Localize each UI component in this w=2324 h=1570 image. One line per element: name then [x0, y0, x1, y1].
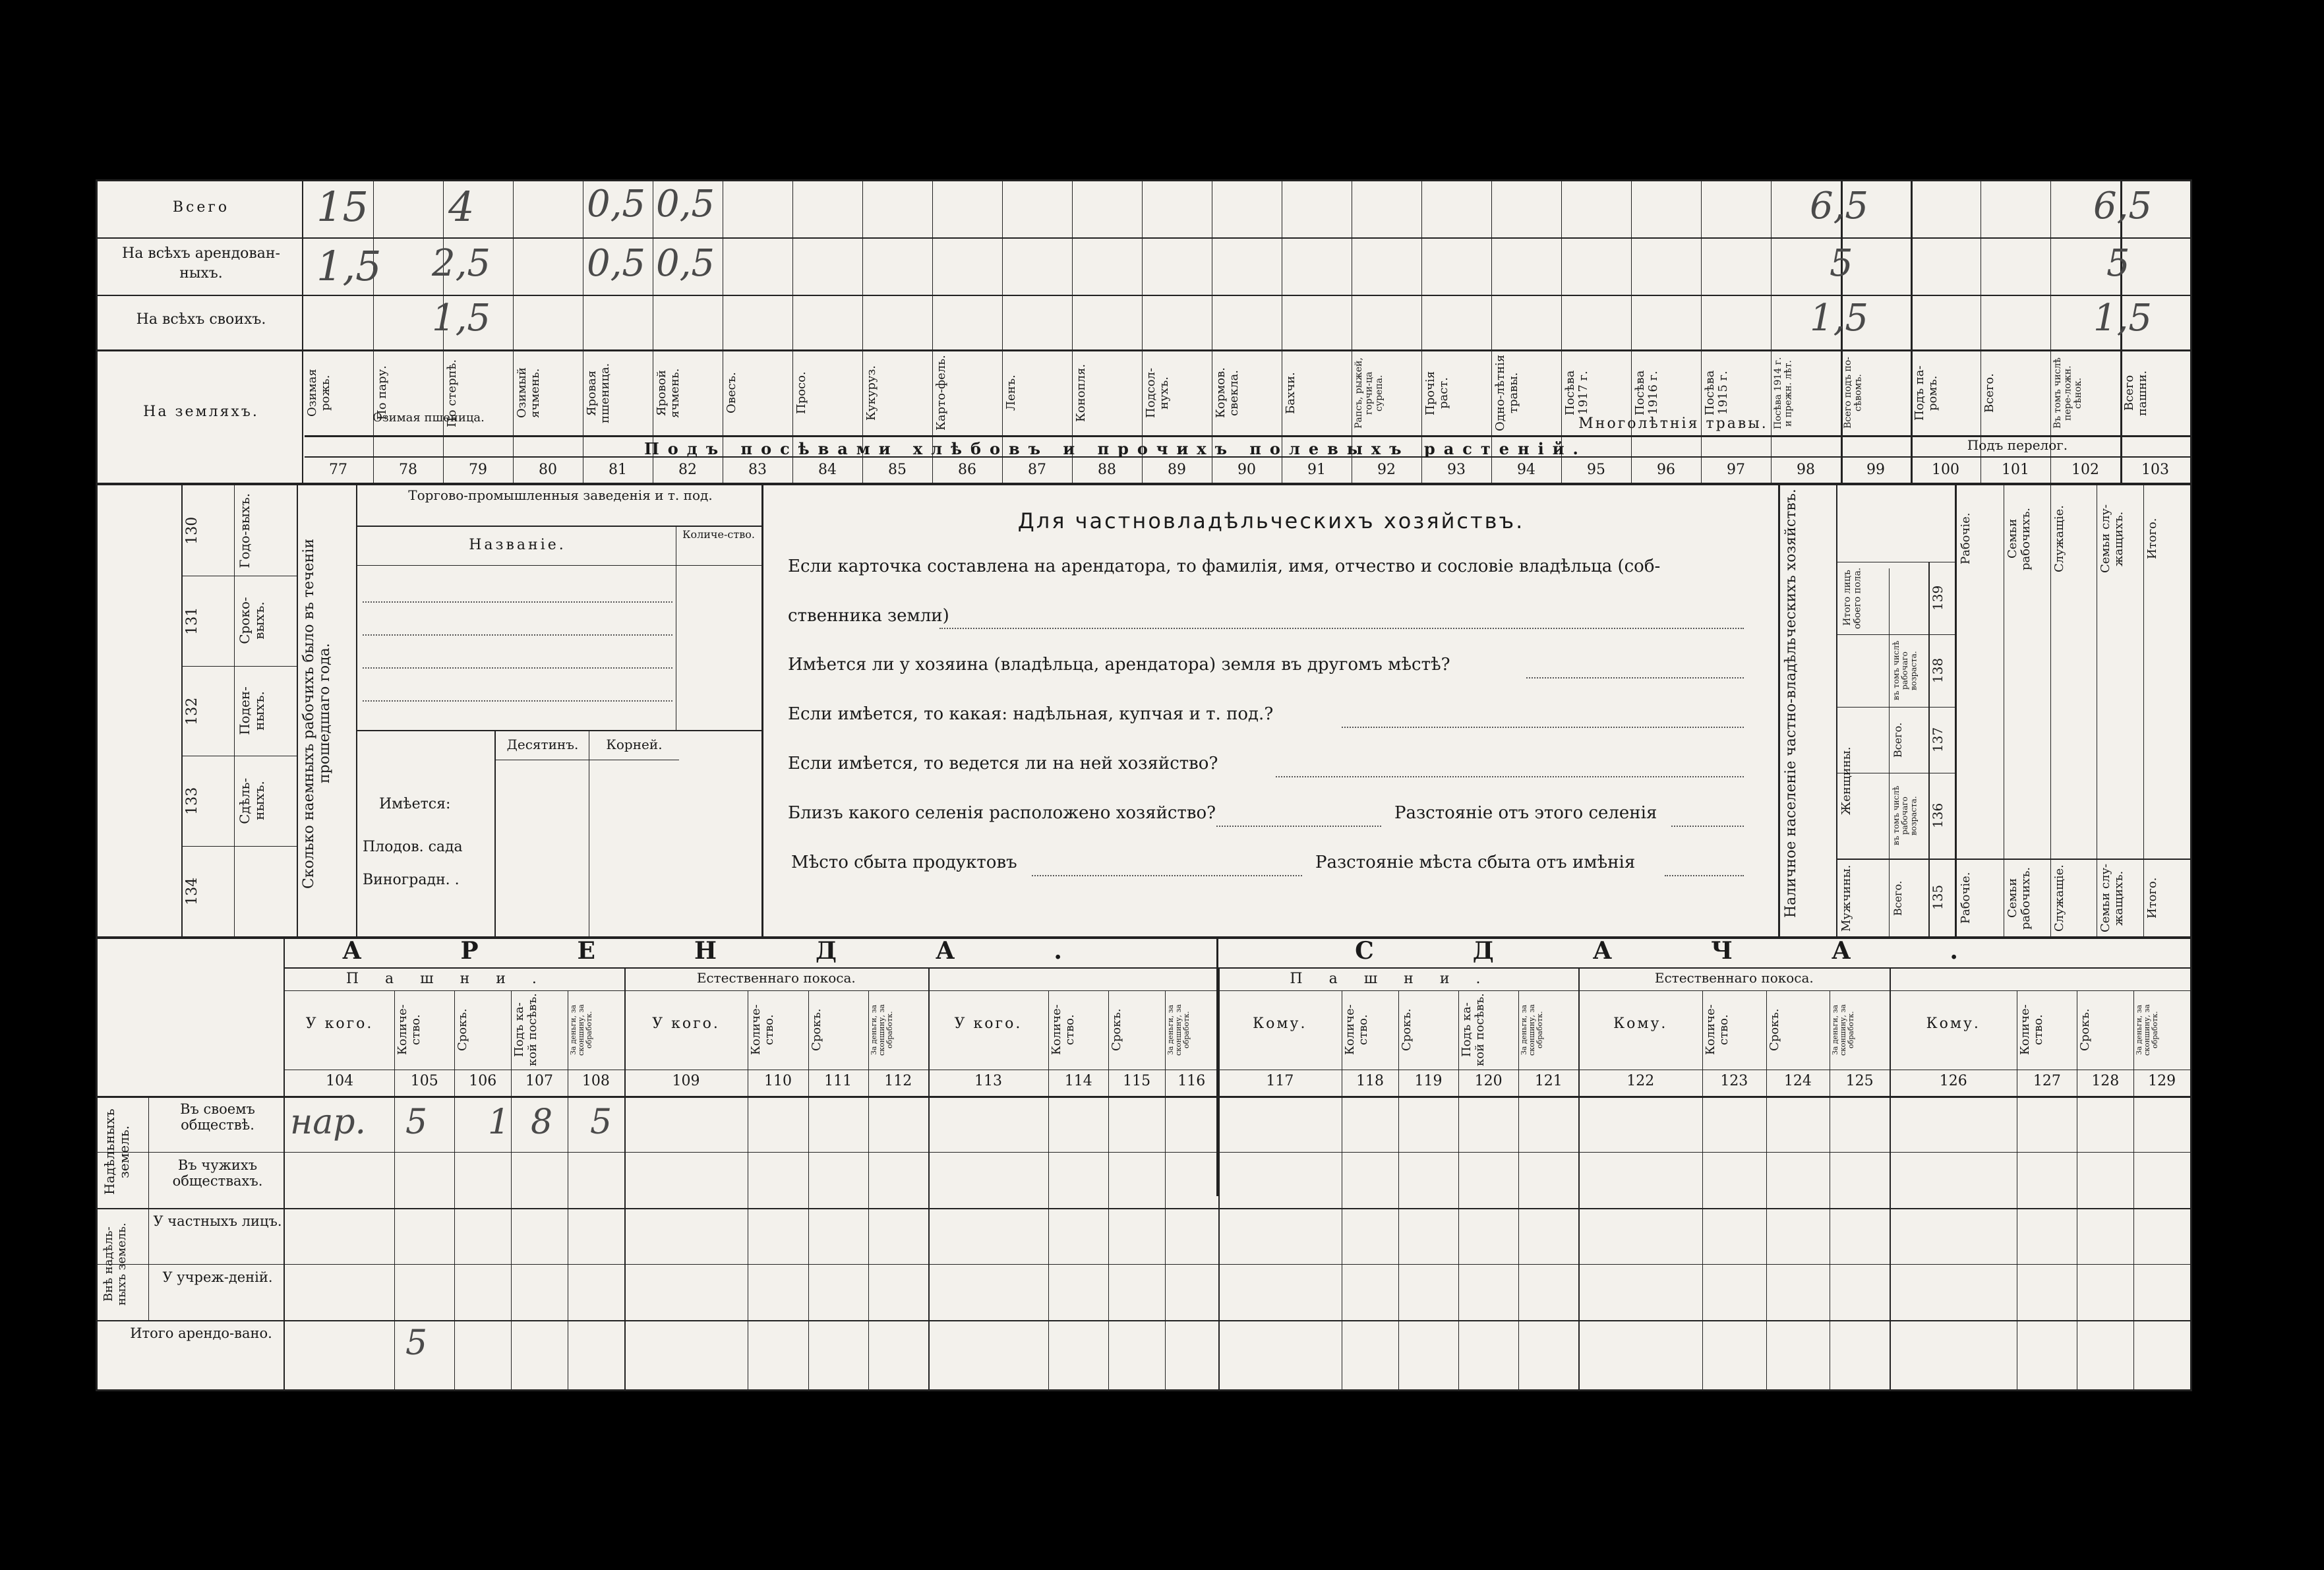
column-number-80: 80	[539, 462, 557, 478]
column-header-87: Ленъ.	[1004, 375, 1018, 411]
column-number-84: 84	[818, 462, 837, 478]
vinograd-label: Виноградн. .	[363, 872, 460, 888]
column-header-97: Посѣва 1915 г.	[1703, 370, 1730, 416]
lease-col-rule	[1518, 990, 1519, 1391]
column-header-93: Прочія раст.	[1423, 371, 1450, 415]
column-header-89: Подсол-нухъ.	[1144, 367, 1171, 419]
lease-number-126: 126	[1939, 1073, 1967, 1089]
ozimaya-pshenitsa-label: Озимая пшеница.	[372, 411, 485, 425]
staff-top-4: Итого.	[2145, 518, 2160, 560]
column-header-85: Кукуруз.	[864, 365, 878, 421]
lease-header-p-16: Подъ ка-кой посѣвъ.	[1460, 993, 1487, 1067]
column-header-88: Конопля.	[1074, 363, 1088, 423]
staff-top-0: Рабочіе.	[1959, 512, 1973, 565]
column-header-100: Подъ па-ромъ.	[1913, 365, 1940, 421]
sdacha-pokos-title: Естественнаго покоса.	[1654, 970, 1814, 986]
desyatin-header: Десятинъ.	[506, 737, 579, 752]
column-number-88: 88	[1098, 462, 1116, 478]
lease-header-z-25: За деньги, за сконшину, за обработк.	[2135, 1004, 2160, 1056]
hand-vsego-82: 0,5	[656, 183, 715, 226]
staff-hrule	[1957, 859, 2190, 860]
hand-svoi-99: 1,5	[1810, 297, 1869, 340]
mnogoletnie-label: Многолѣтнія травы.	[1578, 415, 1768, 432]
staff-col-rule	[2050, 485, 2051, 936]
hand-arend-103: 5	[2106, 242, 2130, 285]
lease-col-rule	[1458, 990, 1459, 1391]
column-number-102: 102	[2071, 462, 2099, 478]
lease-header-z-4: За деньги, за сконшину, за обработк.	[568, 1004, 594, 1056]
lease-header-q-1: Количе-ство.	[396, 1004, 423, 1056]
hand-arend-79: 2,5	[432, 242, 491, 285]
column-number-77: 77	[329, 462, 347, 478]
pop-number-138: 138	[1930, 657, 1946, 684]
lease-header-z-17: За деньги, за сконшину, за обработк.	[1520, 1004, 1545, 1056]
lease-header-q-23: Количе-ство.	[2018, 1004, 2046, 1056]
sdacha-pashni-title: Пашни.	[1290, 971, 1507, 987]
lease-col-rule	[511, 990, 512, 1391]
hand-svoi-79: 1,5	[432, 297, 491, 340]
hired-number-134: 134	[184, 877, 200, 905]
column-number-86: 86	[958, 462, 976, 478]
band-title: Подъ посѣвами хлѣбовъ и прочихъ полевыхъ растеній.	[644, 439, 1587, 458]
itogo-arend-label: Итого арендо-вано.	[130, 1325, 272, 1341]
lease-number-107: 107	[525, 1073, 554, 1089]
lease-number-120: 120	[1474, 1073, 1503, 1089]
hand-arend-81: 0,5	[587, 242, 646, 285]
column-header-92: Рапсъ, рыжей, горчи-ца сурепа.	[1354, 357, 1385, 429]
column-header-95: Посѣва 1917 г.	[1563, 370, 1590, 416]
pop-number-137: 137	[1930, 727, 1946, 753]
question-6b: Разстояніе мѣста сбыта отъ имѣнія	[1315, 853, 1636, 872]
hand-row1-srok: 1	[488, 1102, 510, 1142]
staff-bottom-4: Итого.	[2145, 877, 2160, 919]
lease-header-who-5: У кого.	[652, 1015, 720, 1032]
lease-header-z-8: За деньги, за сконшину, за обработк.	[869, 1004, 894, 1056]
nadelnyh-label: Надѣльныхъ земель.	[102, 1108, 132, 1195]
column-header-81: Яровая пшеница.	[585, 363, 612, 423]
hand-vsego-99: 6,5	[1810, 185, 1869, 227]
lease-number-105: 105	[410, 1073, 438, 1089]
lease-number-117: 117	[1266, 1073, 1294, 1089]
column-header-90: Кормов. свекла.	[1214, 367, 1241, 419]
column-header-86: Карто-фель.	[934, 355, 948, 431]
column-header-98: Посѣва 1914 г. и прежн. лѣт.	[1773, 357, 1794, 429]
lease-header-s-2: Срокъ.	[456, 1008, 470, 1052]
private-title: Для частновладѣльческихъ хозяйствъ.	[1017, 508, 1525, 533]
lease-col-rule	[1766, 990, 1767, 1391]
hand-arend-77: 1,5	[316, 242, 382, 290]
column-number-95: 95	[1587, 462, 1605, 478]
lease-number-113: 113	[974, 1073, 1002, 1089]
hired-label-132: Поден-ныхъ.	[237, 686, 267, 735]
lease-header-q-19: Количе-ство.	[1704, 1004, 1731, 1056]
staff-top-1: Семьи рабочихъ.	[2005, 507, 2033, 570]
lease-number-115: 115	[1123, 1073, 1151, 1089]
staff-bottom-0: Рабочіе.	[1959, 872, 1973, 924]
lease-number-125: 125	[1845, 1073, 1874, 1089]
lease-number-124: 124	[1783, 1073, 1812, 1089]
column-header-99: Всего подъ по-сѣвомъ.	[1843, 357, 1864, 429]
lease-header-who-22: Кому.	[1926, 1015, 1981, 1032]
lease-header-s-11: Срокъ.	[1110, 1008, 1124, 1052]
hand-vsego-79: 4	[448, 183, 475, 231]
lease-header-q-14: Количе-ство.	[1343, 1004, 1370, 1056]
hand-vsego-103: 6,5	[2093, 185, 2153, 227]
column-header-78: По пару.	[375, 365, 389, 421]
lease-col-rule	[1165, 990, 1166, 1391]
hired-row-rule	[181, 666, 297, 667]
lease-number-111: 111	[824, 1073, 852, 1089]
name-header: Названіе.	[469, 537, 566, 553]
column-number-92: 92	[1377, 462, 1396, 478]
lease-number-123: 123	[1720, 1073, 1748, 1089]
women-working-label: въ томъ числѣ рабочаго возраста.	[1892, 640, 1919, 701]
row-label-na-zemlyah: На земляхъ.	[143, 404, 259, 420]
hand-row1-posev: 8	[531, 1102, 553, 1142]
question-1: Если карточка составлена на арендатора, то фамилія, имя, отчество и сословіе владѣльца (соб-	[788, 557, 1661, 576]
column-header-77: Озимая рожь.	[305, 369, 332, 417]
hand-row1-za: 5	[590, 1102, 612, 1142]
lease-header-z-12: За деньги, за сконшину, за обработк.	[1166, 1004, 1191, 1056]
column-number-103: 103	[2141, 462, 2169, 478]
muzhchiny-label: Мужчины.	[1839, 864, 1853, 932]
lease-header-who-9: У кого.	[954, 1015, 1023, 1032]
lease-number-106: 106	[469, 1073, 497, 1089]
u-uchrezhd-label: У учреж-деній.	[162, 1269, 273, 1285]
hired-label-130: Годо-выхъ.	[237, 493, 253, 568]
lease-number-122: 122	[1626, 1073, 1655, 1089]
v-svoem-label: Въ своемъ обществѣ.	[180, 1101, 255, 1133]
column-header-91: Бахчи.	[1284, 372, 1297, 414]
hand-svoi-103: 1,5	[2093, 297, 2153, 340]
column-header-84: Просо.	[794, 371, 808, 415]
question-5a: Близъ какого селенія расположено хозяйство?	[788, 803, 1216, 823]
column-number-101: 101	[2002, 462, 2029, 478]
lease-number-104: 104	[326, 1073, 354, 1089]
column-header-96: Посѣва 1916 г.	[1633, 370, 1660, 416]
column-number-90: 90	[1237, 462, 1256, 478]
arenda-pokos-title: Естественнаго покоса.	[696, 970, 856, 986]
column-number-91: 91	[1307, 462, 1326, 478]
hired-row-rule	[181, 846, 297, 847]
lease-number-110: 110	[763, 1073, 792, 1089]
column-number-87: 87	[1028, 462, 1046, 478]
hired-caption: Сколько наемныхъ рабочихъ было въ теченіи прошедшаго года.	[301, 538, 334, 889]
lease-col-rule	[1048, 990, 1049, 1391]
v-chuzhih-label: Въ чужихъ обществахъ.	[172, 1157, 263, 1190]
plodov-sada-label: Плодов. сада	[363, 839, 463, 855]
lease-header-s-15: Срокъ.	[1399, 1008, 1414, 1052]
lease-number-116: 116	[1177, 1073, 1206, 1089]
lease-col-rule	[1398, 990, 1399, 1391]
lease-number-129: 129	[2148, 1073, 2176, 1089]
column-number-89: 89	[1168, 462, 1186, 478]
imeetsya-label: Имѣется:	[379, 796, 451, 812]
lease-col-rule	[394, 990, 395, 1391]
column-number-98: 98	[1797, 462, 1815, 478]
hand-vsego-77: 15	[316, 183, 369, 231]
column-header-94: Одно-лѣтнія травы.	[1493, 354, 1520, 432]
hired-label-133: Сдѣль-ныхъ.	[237, 777, 267, 824]
column-number-82: 82	[678, 462, 697, 478]
lease-number-119: 119	[1414, 1073, 1443, 1089]
column-number-99: 99	[1866, 462, 1885, 478]
row-label-svoi: На всѣхъ своихъ.	[136, 311, 266, 328]
pod-perelog-label: Подъ перелог.	[1967, 437, 2068, 453]
hand-vsego-81: 0,5	[587, 183, 646, 226]
staff-top-3: Семьи слу-жащихъ.	[2099, 504, 2126, 574]
lease-number-128: 128	[2091, 1073, 2120, 1089]
column-number-85: 85	[888, 462, 907, 478]
staff-col-rule	[2143, 485, 2144, 936]
question-3: Если имѣется, то какая: надѣльная, купчая и т. под.?	[788, 704, 1274, 724]
question-4: Если имѣется, то ведется ли на ней хозяйство?	[788, 754, 1218, 773]
lease-header-who-13: Кому.	[1253, 1015, 1307, 1032]
lease-header-p-3: Подъ ка-кой посѣвъ.	[512, 993, 539, 1067]
lease-header-s-20: Срокъ.	[1767, 1008, 1781, 1052]
question-1b: ственника земли)	[788, 606, 949, 626]
column-number-94: 94	[1517, 462, 1535, 478]
lease-sub-rule	[285, 990, 2190, 991]
lease-header-q-6: Количе-ство.	[749, 1004, 777, 1056]
column-header-83: Овесъ.	[725, 372, 738, 414]
census-card-sheet	[96, 179, 2192, 1391]
lease-col-rule	[1702, 990, 1703, 1391]
hired-number-132: 132	[184, 697, 200, 725]
lease-col-rule	[808, 990, 809, 1391]
question-2: Имѣется ли у хозяина (владѣльца, арендатора) земля въ другомъ мѣстѣ?	[788, 655, 1450, 675]
column-header-80: Озимый ячмень.	[515, 367, 542, 419]
hired-number-133: 133	[184, 787, 200, 815]
vne-nadelnyh-label: Внѣ надѣль-ныхъ земель.	[102, 1223, 129, 1306]
column-header-101: Всего.	[1982, 373, 1996, 413]
staff-bottom-1: Семьи рабочихъ.	[2005, 866, 2033, 930]
column-number-83: 83	[748, 462, 767, 478]
nalichnoe-caption: Наличное населеніе частно-владѣльческихъ хозяйствъ.	[1783, 489, 1799, 918]
column-number-79: 79	[469, 462, 487, 478]
row-label-arend-1: На всѣхъ арендован-	[122, 245, 280, 262]
hired-label-131: Сроко-выхъ.	[237, 597, 267, 644]
column-header-103: Всего пашни.	[2122, 370, 2149, 416]
column-number-97: 97	[1727, 462, 1745, 478]
lease-header-s-7: Срокъ.	[809, 1008, 823, 1052]
lease-header-s-24: Срокъ.	[2078, 1008, 2093, 1052]
lease-header-who-18: Кому.	[1613, 1015, 1668, 1032]
column-header-82: Яровой ячмень.	[655, 368, 682, 418]
sdacha-title: СДАЧА.	[1355, 937, 2057, 965]
pop-number-136: 136	[1930, 802, 1946, 829]
column-header-102: Въ томъ числѣ пере-ложн. сѣнок.	[2052, 357, 2083, 429]
lease-number-112: 112	[884, 1073, 912, 1089]
lease-number-114: 114	[1064, 1073, 1092, 1089]
hired-number-131: 131	[184, 607, 200, 635]
hand-arend-82: 0,5	[656, 242, 715, 285]
hand-row1-u-kogo: нар.	[290, 1102, 367, 1142]
pop-number-135: 135	[1930, 884, 1946, 911]
hand-arend-99: 5	[1830, 242, 1853, 285]
arenda-pashni-title: Пашни.	[345, 971, 563, 987]
pop-number-139: 139	[1930, 585, 1946, 611]
staff-bottom-3: Семьи слу-жащихъ.	[2099, 863, 2126, 933]
row-label-vsego: Всего	[172, 199, 230, 216]
lease-header-who-0: У кого.	[305, 1015, 374, 1032]
lease-number-108: 108	[581, 1073, 610, 1089]
row-label-arend-2: ныхъ.	[179, 265, 223, 282]
staff-bottom-2: Служащіе.	[2052, 864, 2066, 932]
lease-col-rule	[868, 990, 869, 1391]
arenda-title: АРЕНДА.	[342, 937, 1161, 965]
korney-header: Корней.	[606, 737, 663, 752]
column-number-100: 100	[1932, 462, 1959, 478]
women-vsego-label: Всего.	[1892, 722, 1904, 758]
column-number-81: 81	[609, 462, 627, 478]
u-chastnyh-label: У частныхъ лицъ.	[153, 1213, 282, 1229]
lease-number-121: 121	[1534, 1073, 1563, 1089]
men-working-label: въ томъ числѣ рабочаго возраста.	[1892, 785, 1919, 846]
question-6a: Мѣсто сбыта продуктовъ	[791, 853, 1017, 872]
lease-number-109: 109	[672, 1073, 700, 1089]
men-vsego-label: Всего.	[1892, 880, 1904, 916]
staff-top-2: Служащіе.	[2052, 505, 2066, 572]
lease-header-q-10: Количе-ство.	[1050, 1004, 1077, 1056]
lease-number-118: 118	[1356, 1073, 1385, 1089]
hired-number-130: 130	[184, 516, 200, 545]
column-number-78: 78	[399, 462, 417, 478]
lease-number-127: 127	[2033, 1073, 2061, 1089]
zhenshchiny-label: Женщины.	[1839, 746, 1853, 816]
qty-header: Количе-ство.	[682, 528, 755, 541]
hand-total-qty: 5	[405, 1323, 428, 1363]
itogo-oboego-label: Итого лицъ обоего пола.	[1842, 567, 1863, 629]
lease-header-z-21: За деньги, за сконшину, за обработк.	[1831, 1004, 1856, 1056]
column-number-96: 96	[1657, 462, 1675, 478]
trade-title: Торгово-промышленныя заведенія и т. под.	[408, 487, 713, 503]
column-header-79: По стерпѣ.	[445, 359, 459, 427]
hand-row1-qty: 5	[405, 1102, 428, 1142]
question-5b: Разстояніе отъ этого селенія	[1394, 803, 1657, 823]
column-number-93: 93	[1447, 462, 1466, 478]
pop-hrule	[1837, 634, 1955, 635]
